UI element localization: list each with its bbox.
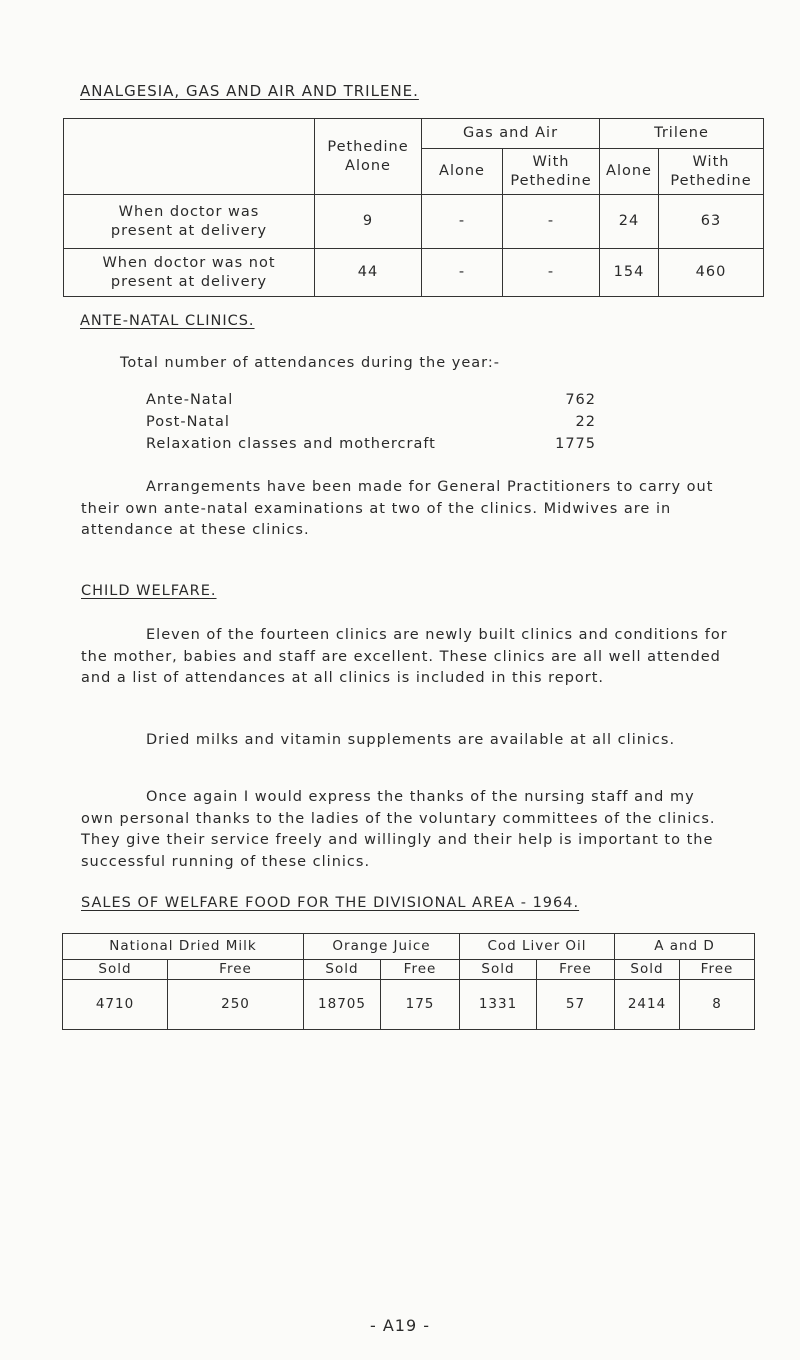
group-header: National Dried Milk	[63, 934, 304, 960]
list-item	[146, 414, 596, 436]
value-cell: 4710	[63, 980, 168, 1030]
pethedine-header	[315, 119, 422, 195]
trilene-with-header	[659, 149, 764, 195]
pethedine-label: Pethedine	[327, 138, 409, 155]
cell-pethedine: 9	[315, 195, 422, 249]
value-cell: 250	[168, 980, 304, 1030]
blank-header-cell	[64, 119, 315, 195]
free-header: Free	[381, 960, 460, 980]
row-label-line1: When doctor was	[118, 203, 260, 220]
section-title: ANALGESIA, GAS AND AIR AND TRILENE.	[80, 82, 419, 100]
item-value: 1775	[555, 436, 596, 452]
antenatal-paragraph: Arrangements have been made for General Practitioners to carry out their own ante-natal examinations at two of the clinics. Midwives are in attendance at these clinics.	[81, 479, 714, 538]
cell-ga-with: -	[503, 195, 600, 249]
sold-header: Sold	[63, 960, 168, 980]
gas-air-header: Gas and Air	[422, 119, 600, 149]
antenatal-heading: ANTE-NATAL CLINICS.	[80, 313, 255, 329]
pethedine-alone-label: Alone	[345, 157, 391, 174]
with-label: With	[692, 153, 730, 170]
sold-header: Sold	[460, 960, 537, 980]
item-value: 762	[565, 392, 596, 408]
analgesia-table	[63, 118, 764, 297]
cell-ga-alone: -	[422, 195, 503, 249]
sales-table	[62, 933, 755, 1030]
item-label: Post-Natal	[146, 414, 230, 430]
child-welfare-paragraph-3: Once again I would express the thanks of the nursing staff and my own personal thanks to the ladies of the voluntary committees of the clinics. They give their service freely and willingly and their help is important to the successful running of these clinics.	[81, 789, 716, 870]
item-label: Ante-Natal	[146, 392, 234, 408]
free-header: Free	[537, 960, 615, 980]
with-label: With	[532, 153, 570, 170]
row-label-line2: present at delivery	[110, 222, 268, 239]
cell-tr-with: 63	[659, 195, 764, 249]
child-welfare-paragraph-2: Dried milks and vitamin supplements are available at all clinics.	[146, 732, 676, 748]
row-label-line2: present at delivery	[110, 273, 268, 290]
trilene-header: Trilene	[600, 119, 764, 149]
child-welfare-paragraph-1: Eleven of the fourteen clinics are newly built clinics and conditions for the mother, babies and staff are excellent. These clinics are all well attended and a list of attendances at all clinics is included in this report.	[81, 627, 728, 686]
list-item	[146, 392, 596, 414]
row-label	[64, 249, 315, 297]
sales-heading: SALES OF WELFARE FOOD FOR THE DIVISIONAL AREA - 1964.	[81, 895, 580, 911]
cell-tr-alone: 154	[600, 249, 659, 297]
trilene-alone-header: Alone	[600, 149, 659, 195]
cell-ga-alone: -	[422, 249, 503, 297]
value-cell: 1331	[460, 980, 537, 1030]
row-label-line1: When doctor was not	[102, 254, 276, 271]
group-header: A and D	[615, 934, 755, 960]
table-row	[63, 980, 755, 1030]
pethedine-sub-label: Pethedine	[510, 172, 592, 189]
table-row	[64, 195, 764, 249]
value-cell: 8	[680, 980, 755, 1030]
page-number: - A19 -	[369, 1316, 431, 1335]
gas-air-alone-header: Alone	[422, 149, 503, 195]
cell-pethedine: 44	[315, 249, 422, 297]
cell-tr-alone: 24	[600, 195, 659, 249]
row-label	[64, 195, 315, 249]
table-row	[64, 249, 764, 297]
list-item	[146, 436, 596, 458]
child-welfare-heading: CHILD WELFARE.	[81, 583, 217, 599]
cell-tr-with: 460	[659, 249, 764, 297]
item-label: Relaxation classes and mothercraft	[146, 436, 436, 452]
sold-header: Sold	[615, 960, 680, 980]
sold-header: Sold	[304, 960, 381, 980]
value-cell: 175	[381, 980, 460, 1030]
group-header: Cod Liver Oil	[460, 934, 615, 960]
gas-air-with-header	[503, 149, 600, 195]
attendance-list	[146, 392, 596, 458]
free-header: Free	[168, 960, 304, 980]
item-value: 22	[575, 414, 596, 430]
total-attendances-line: Total number of attendances during the year:-	[120, 355, 500, 371]
value-cell: 18705	[304, 980, 381, 1030]
value-cell: 57	[537, 980, 615, 1030]
free-header: Free	[680, 960, 755, 980]
value-cell: 2414	[615, 980, 680, 1030]
cell-ga-with: -	[503, 249, 600, 297]
group-header: Orange Juice	[304, 934, 460, 960]
pethedine-sub-label: Pethedine	[670, 172, 752, 189]
